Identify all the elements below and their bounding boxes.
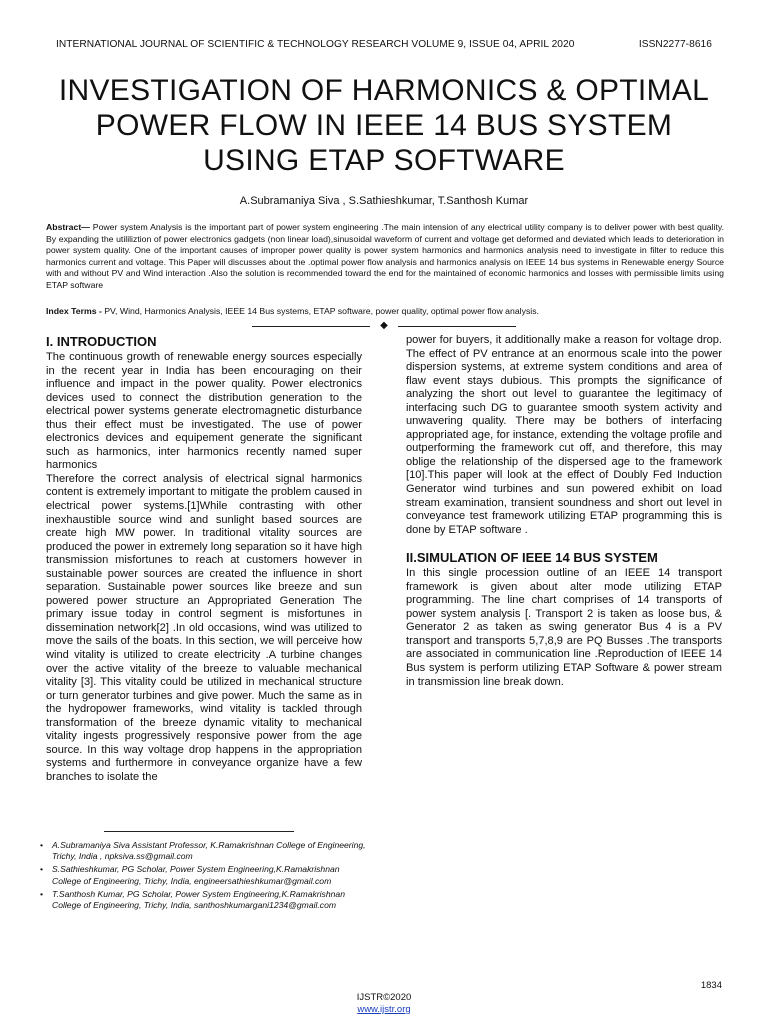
page-footer — [0, 992, 768, 1016]
abstract — [46, 222, 724, 292]
footnote-item: • T.Santhosh Kumar, PG Scholar, Power System Engineering,K.Ramakrishnan College of Engineering, Trichy, India, santhoshkumargani1234@gmail.com — [40, 889, 370, 911]
abstract-label: Abstract— — [46, 222, 90, 232]
footnote-item: • A.Subramaniya Siva Assistant Professor, K.Ramakrishnan College of Engineering, Trichy, India , npksiva.ss@gmail.com — [40, 840, 370, 862]
page-number: 1834 — [700, 980, 722, 991]
author-list: A.Subramaniya Siva , S.Sathieshkumar, T.Santhosh Kumar — [239, 195, 529, 207]
paper-title — [40, 73, 728, 178]
abstract-text: Power system Analysis is the important part of power system engineering .The main intension of any electrical utility company is to deliver power with best quality. By expanding the utililiztion of power electronics gadgets (non linear load),sinusoidal waveform of current and voltage get deformed and deviated which leads to deterioration in power system quality. One of the important causes of improper power quality is power system harmonics and harmonics analysis need to investigate in filter to reduce this harmonics current and voltage. This Paper will discusses about the .optimal power flow analysis and harmonics analysis on IEEE 14 bus systems in Renewable energy Source with and without PV and Wind interaction .Also the solution is recommended toward the end for the maintained of economic harmonics and losses with permissible limits using ETAP software — [46, 222, 724, 290]
section-1-heading: I. INTRODUCTION — [46, 334, 157, 349]
intro-paragraph-1: The continuous growth of renewable energy sources especially in the recent year in India has been encouraging on their influence and impact in the power quality. Power electronics devices used to connect the distribution generation to the electrical power systems generate electromagnetic disturbance thus their effect must be investigated. The use of power electronics devices and equipement generate the significant such as harmonics, inter harmonics recently named super harmonics — [46, 351, 362, 472]
title-line-1: INVESTIGATION OF HARMONICS & OPTIMAL — [58, 74, 710, 107]
footnote-separator — [104, 831, 294, 832]
journal-header — [56, 39, 712, 50]
title-line-3: USING ETAP SOFTWARE — [203, 144, 565, 177]
left-column — [46, 334, 362, 785]
simulation-paragraph-1: In this single procession outline of an IEEE 14 transport framework is given about alter mode utilizing ETAP programming. The line chart comprises of 14 transports of power system analysis [. Transport 2 is taken as loose bus, & Generator 2 as taken as swing generator Bus 4 is a PV transport and transports 5,7,8,9 are PQ Busses .The transports are associated in communication line .Reproduction of IEEE 14 Bus system is perform utilizing ETAP Software & power stream in transmission line break down. — [406, 567, 722, 688]
journal-name: INTERNATIONAL JOURNAL OF SCIENTIFIC & TECHNOLOGY RESEARCH VOLUME 9, ISSUE 04, APRIL 2020 — [56, 39, 575, 50]
index-terms-text: PV, Wind, Harmonics Analysis, IEEE 14 Bus systems, ETAP software, power quality, optimal power flow analysis. — [104, 306, 539, 316]
footnote-item: • S.Sathieshkumar, PG Scholar, Power System Engineering,K.Ramakrishnan College of Engineering, Trichy, India, engineersathieshkumar@gmail.com — [40, 864, 370, 886]
intro-paragraph-2: Therefore the correct analysis of electrical signal harmonics content is extremely important to mitigate the problem caused in electrical power systems.[1]While contrasting with other inexhaustible source wind and sunlight based sources are create high MW power. In traditional vitality sources are produced the power in extremely long separation so it have high transmission misfortunes to reach at customers however in sustainable power sources are created the influence in short separation. Sustainable power sources like breeze and sun powered power structure an Appropriated Generation The primary issue today in control segment is misfortunes in dissemination network[2] .In old occasions, wind was utilized to move the sails of the boats. In this section, we will perceive how wind vitality is utilized to create electricity .A turbine changes over the active vitality of the breeze to valuable mechanical vitality [3]. This vitality could be utilized in mechanical structure or turn generator turbines and give power. Much the same as in the hydropower frameworks, wind vitality is tackled through transformation of the breeze dynamic vitality to mechanical vitality ingests progressively responsive power from the age source. In this way voltage drop happens in the appropriation systems and furthermore in conveyance organize have a few branches to isolate the — [46, 472, 362, 783]
section-2-heading: II.SIMULATION OF IEEE 14 BUS SYSTEM — [406, 550, 658, 566]
copyright-notice: IJSTR©2020 — [356, 992, 412, 1003]
title-line-2: POWER FLOW IN IEEE 14 BUS SYSTEM — [95, 109, 673, 142]
author-footnotes — [40, 840, 370, 913]
issn: ISSN2277-8616 — [638, 39, 712, 50]
right-column — [406, 334, 722, 689]
intro-paragraph-continued: power for buyers, it additionally make a reason for voltage drop. The effect of PV entrance at an enormous scale into the power dispersion systems, at extreme system conditions and area of flaw event stays dubious. This prompts the significance of analyzing the short out level to guarantee the legitimacy of interfacing such DG to guarantee smooth system activity and unwavering quality. There may be bothers of interfacing appropriated age, for instance, extending the voltage profile and outperforming the framework cut off, and therefore, this may oblige the relationship of the dispersed age to the framework [10].This paper will look at the effect of Doubly Fed Induction Generator wind turbines and sun powered exhibit on load stream examination, transient soundness and short out level in conveyance test framework utilizing ETAP programming this is done by ETAP software . — [406, 334, 722, 536]
diamond-icon: ◆ — [380, 320, 388, 331]
divider-rule-right — [398, 326, 516, 327]
section-divider — [0, 321, 768, 331]
website-link[interactable]: www.ijstr.org — [357, 1004, 411, 1015]
index-terms — [46, 306, 724, 318]
index-terms-label: Index Terms - — [46, 306, 105, 316]
divider-rule-left — [252, 326, 370, 327]
